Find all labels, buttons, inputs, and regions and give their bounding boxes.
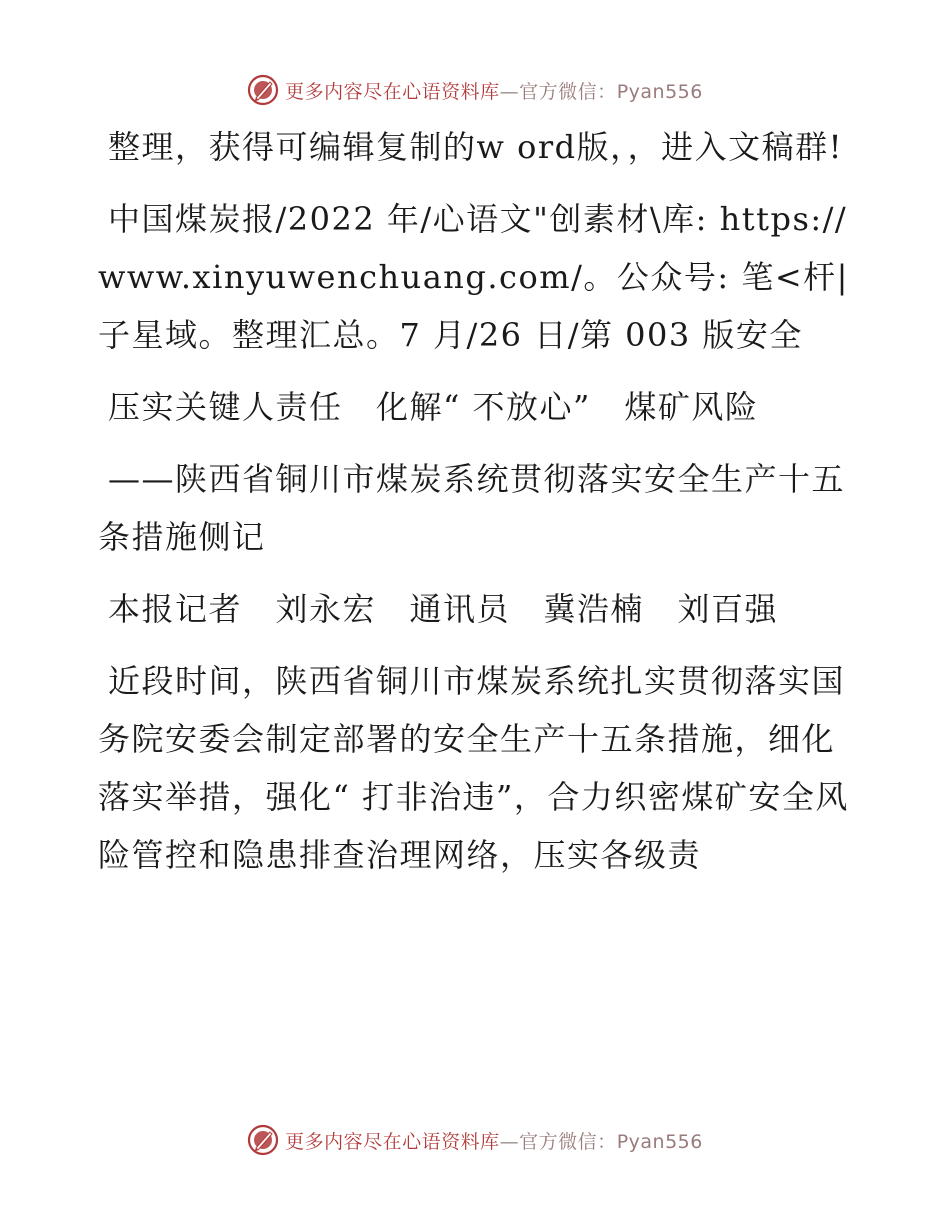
article-title: 压实关键人责任 化解“ 不放心” 煤矿风险 xyxy=(108,388,759,426)
header-watermark-banner xyxy=(0,70,950,110)
watermark-separator: — xyxy=(499,1130,520,1153)
source-paragraph: 中国煤炭报/2022 年/心语文"创素材\库: https://www.xinyuwenchuang.com/。公众号: 笔<杆|子星域。整理汇总。7 月/26 日/第 003 版安全 xyxy=(98,200,849,354)
watermark-wechat-label: 官方微信： xyxy=(519,1130,617,1153)
quill-seal-icon xyxy=(247,74,279,106)
watermark-main-text: 更多内容尽在心语资料库 xyxy=(285,1130,500,1153)
watermark-text xyxy=(285,1127,703,1154)
watermark-wechat-id: Pyan556 xyxy=(616,1130,703,1153)
body-paragraph: 近段时间，陕西省铜川市煤炭系统扎实贯彻落实国务院安委会制定部署的安全生产十五条措施，细化落实举措，强化“ 打非治违”，合力织密煤矿安全风险管控和隐患排查治理网络，压实各级责 xyxy=(98,662,849,874)
watermark-wechat-label: 官方微信： xyxy=(519,80,617,103)
intro-paragraph: 整理，获得可编辑复制的w ord版，，进入文稿群! xyxy=(108,128,843,166)
footer-watermark-banner xyxy=(0,1120,950,1160)
article-subtitle: ——陕西省铜川市煤炭系统贯彻落实安全生产十五条措施侧记 xyxy=(98,460,846,556)
watermark-main-text: 更多内容尽在心语资料库 xyxy=(285,80,500,103)
quill-seal-icon xyxy=(247,1124,279,1156)
watermark-wechat-id: Pyan556 xyxy=(616,80,703,103)
article-byline: 本报记者 刘永宏 通讯员 冀浩楠 刘百强 xyxy=(108,590,779,628)
watermark-separator: — xyxy=(499,80,520,103)
document-body xyxy=(98,118,858,898)
watermark-text xyxy=(285,77,703,104)
